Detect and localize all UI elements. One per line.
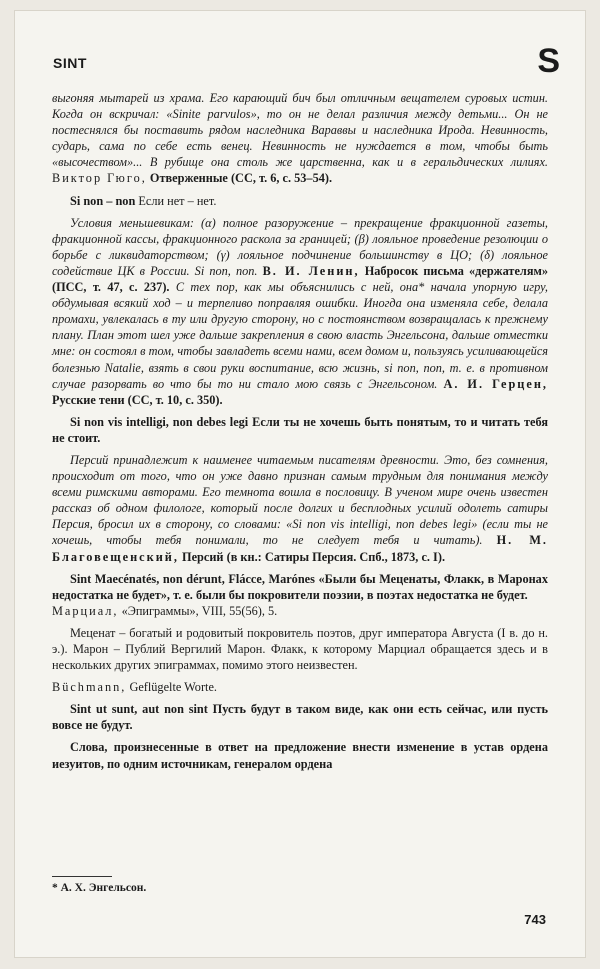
quote-source: Отверженные (СС, т. 6, с. 53–54).: [149, 171, 333, 186]
page-body: [52, 90, 548, 778]
quote-text: С тех пор, как мы объяснились с ней, она* начала упорную игру, обдумывая всякий ход – и терпеливо поправляя ошибки. Иногда она изменяла себе, делала промахи, увлекалась в ту или другую сторону, но с постоянством возвращалась к прежнему плану. План этот шел уже дальше закрепления в свою власть Энгельсона, дальше отместки мне: он состоял в том, чтобы завладеть всеми нами, всем домом и, пользуясь усиливающейся болезнью Natalie, взять в свои руки воспитание, всю жизнь, si non, non, т. е. в противном случае разорвать во что бы то ни стало мою связь с Энгельсоном.: [52, 280, 549, 391]
paragraph-blagoveshchensky-quote: [52, 452, 548, 565]
entry-translation: «Были бы Меценаты, Флакк, в Маронах недостатка не будет», т. е. были бы покровители поэзии, в поэтах недостатка не будет.: [52, 571, 548, 602]
quote-author: Марциал,: [52, 603, 119, 618]
quote-author: Н. М. Благовещенский,: [52, 533, 548, 564]
entry-phrase: Si non – non: [70, 193, 136, 208]
quote-text: Персий принадлежит к наименее читаемым писателям древности. Это, без сомнения, происходит от того, что он уже давно признан самым трудным для понимания между всеми римскими авторами. Его темнота вошла в пословицу. В ученом мире очень известен рассказ об одном филологе, который после долгих и бесплодных усилий одолеть сатиры Персия, бросил их в сторону, со словами: «Si non vis intelligi, non debes legi» (если ты не хочешь, чтобы тебя понимали, то не следует тебя и читать).: [52, 452, 548, 548]
entry-phrase: Sint Maecénatés, non dérunt, Flácce, Marónes: [70, 571, 315, 586]
footnote: * А. Х. Энгельсон.: [52, 882, 147, 894]
paragraph-hugo-quote: [52, 90, 548, 187]
entry-si-non-non: [52, 193, 548, 209]
entry-translation: Если нет – нет.: [138, 193, 217, 208]
quote-source: Персий (в кн.: Сатиры Персия. Спб., 1873, с. I).: [182, 549, 446, 564]
quote-author: Виктор Гюго,: [52, 171, 147, 186]
quote-source: Набросок письма «держателям» (ПСС, т. 47, с. 237).: [52, 263, 549, 295]
quote-source: Русские тени (СС, т. 10, с. 350).: [52, 392, 223, 407]
section-letter: S: [537, 42, 560, 80]
reference-source: Geflügelte Worte.: [129, 680, 217, 695]
paragraph-lenin-herzen: [52, 215, 548, 408]
reference-buchmann: [52, 679, 548, 695]
entry-phrase: Si non vis intelligi, non debes legi: [70, 414, 249, 429]
entry-phrase: Sint ut sunt, aut non sint: [70, 702, 208, 717]
entry-sint-ut-sunt: [52, 701, 548, 733]
quote-source: «Эпиграммы», VIII, 55(56), 5.: [121, 603, 278, 618]
page-number: 743: [524, 912, 546, 927]
entry-translation: Если ты не хочешь быть понятым, то и читать тебя не стоит.: [52, 414, 548, 445]
entry-sint-maecenates: [52, 571, 548, 619]
quote-text: выгоняя мытарей из храма. Его карающий бич был отличным вещателем суровых истин. Когда он вскричал: «Sinite parvulos», то он не делал различия между детьми... Он не постеснялся бы поставить рядом наследника Вараввы и наследника Ирода. Невинность, сударь, сама по себе есть венец. Невинность не нуждается в том, чтобы быть «высочеством»... В рубище она столь же царственна, как и в геральдических лилиях.: [52, 91, 548, 170]
paragraph-jesuits: Слова, произнесенные в ответ на предложение внести изменение в устав ордена иезуитов, по одним источникам, генералом ордена: [52, 740, 548, 771]
quote-author: А. И. Герцен,: [443, 376, 548, 391]
commentary-note: Меценат – богатый и родовитый покровитель поэтов, друг императора Августа (I в. до н. э.). Марон – Публий Вергилий Марон. Флакк, к которому Марциал обращается здесь и в нескольких других эпиграммах, помимо этого неизвестен.: [52, 625, 548, 673]
footnote-rule: [52, 876, 112, 877]
running-head: SINT: [53, 55, 87, 71]
quote-text: Условия меньшевикам: (α) полное разоружение – прекращение фракционной газеты, фракционной кассы, фракционного раскола за границей; (β) лояльное проведение резолюции о борьбе с ликвидаторством; (γ) лояльное подчинение большинству в ЦО; (δ) лояльное содействие ЦК в России. Si non, non.: [52, 215, 548, 278]
entry-si-non-vis-intelligi: [52, 414, 548, 446]
reference-author: Büchmann,: [52, 680, 127, 695]
entry-translation: Пусть будут в таком виде, как они есть сейчас, или пусть вовсе не будут.: [52, 702, 549, 733]
quote-author: В. И. Ленин,: [262, 263, 360, 278]
